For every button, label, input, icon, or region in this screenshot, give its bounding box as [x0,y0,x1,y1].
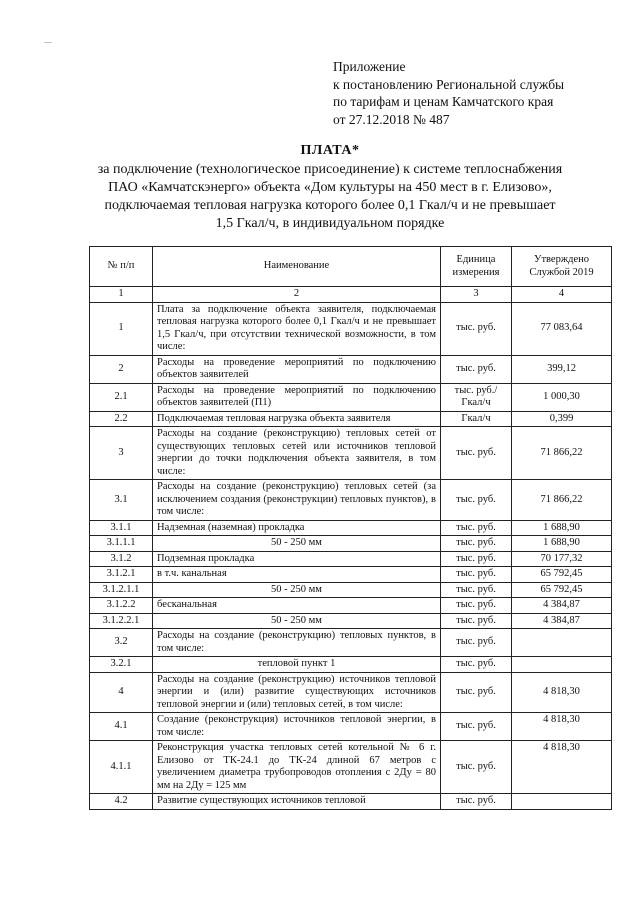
title-main: ПЛАТА* [300,143,360,158]
row-unit: Гкал/ч [441,411,512,427]
row-value: 4 818,30 [512,741,612,794]
title-line: ПАО «Камчатскэнерго» объекта «Дом культуры на 450 мест в г. Елизово», [108,180,552,195]
row-name: тепловой пункт 1 [153,657,441,673]
row-value [512,629,612,657]
row-number: 3.2 [90,629,153,657]
row-value: 71 866,22 [512,480,612,521]
row-name: Расходы на проведение мероприятий по подключению объектов заявителей (П1) [153,383,441,411]
row-name: Создание (реконструкция) источников тепловой энергии, в том числе: [153,713,441,741]
title-line: подключаемая тепловая нагрузка которого более 0,1 Гкал/ч и не превышает [104,198,556,213]
row-value: 70 177,32 [512,551,612,567]
row-unit: тыс. руб. [441,536,512,552]
row-unit: тыс. руб. [441,427,512,480]
row-number: 3.1.2.1 [90,567,153,583]
title-line: 1,5 Гкал/ч, в индивидуальном порядке [215,216,445,231]
table-row [90,480,612,521]
row-number: 2.1 [90,383,153,411]
table-row [90,427,612,480]
table-row [90,629,612,657]
header-row [90,247,612,287]
row-number: 3.1.1 [90,520,153,536]
row-value [512,794,612,810]
header-unit: Единица измерения [441,247,512,287]
row-value: 4 818,30 [512,672,612,713]
row-unit: тыс. руб. [441,520,512,536]
row-name: Надземная (наземная) прокладка [153,520,441,536]
row-number: 4 [90,672,153,713]
row-unit: тыс. руб. [441,598,512,614]
row-value: 65 792,45 [512,567,612,583]
row-number: 3.1.2.2 [90,598,153,614]
row-unit: тыс. руб./ Гкал/ч [441,383,512,411]
table-row [90,794,612,810]
header-name: Наименование [153,247,441,287]
index-cell: 4 [512,287,612,303]
appendix-line: по тарифам и ценам Камчатского края [333,94,554,109]
row-value [512,657,612,673]
row-name: 50 - 250 мм [153,536,441,552]
row-name: Расходы на создание (реконструкцию) источников тепловой энергии и (или) развитие существующих источников тепловой энергии и (или) тепловых сетей, в том числе: [153,672,441,713]
row-value: 77 083,64 [512,302,612,355]
row-number: 3.1.2.2.1 [90,613,153,629]
row-value: 65 792,45 [512,582,612,598]
row-unit: тыс. руб. [441,582,512,598]
row-unit: тыс. руб. [441,657,512,673]
row-name: в т.ч. канальная [153,567,441,583]
row-unit: тыс. руб. [441,713,512,741]
row-name: Подземная прокладка [153,551,441,567]
corner-mark: — [44,37,52,46]
row-unit: тыс. руб. [441,567,512,583]
row-number: 3.1.2 [90,551,153,567]
row-unit: тыс. руб. [441,672,512,713]
row-value: 1 000,30 [512,383,612,411]
table-row [90,551,612,567]
row-name: 50 - 250 мм [153,582,441,598]
document-title [60,142,600,233]
row-name: бесканальная [153,598,441,614]
row-unit: тыс. руб. [441,480,512,521]
row-number: 4.2 [90,794,153,810]
row-unit: тыс. руб. [441,302,512,355]
title-line: за подключение (технологическое присоединение) к системе теплоснабжения [97,162,563,177]
fee-table [89,246,612,810]
row-name: Плата за подключение объекта заявителя, подключаемая тепловая нагрузка которого более 0,1 Гкал/ч и не превышает 1,5 Гкал/ч, при отсутствии технической возможности, в том числе: [153,302,441,355]
header-no: № п/п [90,247,153,287]
row-value: 71 866,22 [512,427,612,480]
index-cell: 1 [90,287,153,303]
table-row [90,582,612,598]
row-name: Расходы на создание (реконструкцию) тепловых пунктов, в том числе: [153,629,441,657]
row-number: 3.1 [90,480,153,521]
row-unit: тыс. руб. [441,613,512,629]
appendix-header [333,58,633,128]
row-unit: тыс. руб. [441,355,512,383]
row-number: 3.1.2.1.1 [90,582,153,598]
row-name: Расходы на создание (реконструкцию) тепловых сетей от существующих тепловых сетей или источников тепловой энергии до точки подключения объекта заявителя, в том числе: [153,427,441,480]
appendix-line: к постановлению Региональной службы [333,76,565,92]
row-value: 4 384,87 [512,613,612,629]
table-row [90,741,612,794]
table-row [90,657,612,673]
row-number: 4.1 [90,713,153,741]
row-name: Реконструкция участка тепловых сетей котельной № 6 г. Елизово от ТК-24.1 до ТК-24 длиной 67 метров с увеличением диаметра трубопроводов отопления с 2Ду = 80 мм на 2Ду = 125 мм [153,741,441,794]
index-row [90,287,612,303]
row-value: 4 384,87 [512,598,612,614]
row-number: 4.1.1 [90,741,153,794]
row-value: 4 818,30 [512,713,612,741]
appendix-line: от 27.12.2018 № 487 [333,111,450,127]
row-number: 3.1.1.1 [90,536,153,552]
table-row [90,613,612,629]
row-unit: тыс. руб. [441,794,512,810]
row-number: 2 [90,355,153,383]
row-number: 3.2.1 [90,657,153,673]
table-row [90,567,612,583]
row-number: 1 [90,302,153,355]
row-unit: тыс. руб. [441,629,512,657]
row-name: Расходы на создание (реконструкцию) тепловых сетей (за исключением создания (реконструкции) тепловых пунктов), в том числе: [153,480,441,521]
row-unit: тыс. руб. [441,741,512,794]
row-name: 50 - 250 мм [153,613,441,629]
row-name: Расходы на проведение мероприятий по подключению объектов заявителей [153,355,441,383]
row-number: 2.2 [90,411,153,427]
row-value: 1 688,90 [512,536,612,552]
table-row [90,536,612,552]
appendix-line: Приложение [333,59,406,74]
index-cell: 2 [153,287,441,303]
table-row [90,713,612,741]
table-row [90,520,612,536]
row-value: 399,12 [512,355,612,383]
table-row [90,411,612,427]
row-value: 1 688,90 [512,520,612,536]
row-number: 3 [90,427,153,480]
table-row [90,355,612,383]
row-value: 0,399 [512,411,612,427]
header-value: Утверждено Службой 2019 [512,247,612,287]
table-row [90,302,612,355]
table-row [90,672,612,713]
index-cell: 3 [441,287,512,303]
row-name: Подключаемая тепловая нагрузка объекта заявителя [153,411,441,427]
row-name: Развитие существующих источников тепловой [153,794,441,810]
table-row [90,383,612,411]
table-row [90,598,612,614]
row-unit: тыс. руб. [441,551,512,567]
